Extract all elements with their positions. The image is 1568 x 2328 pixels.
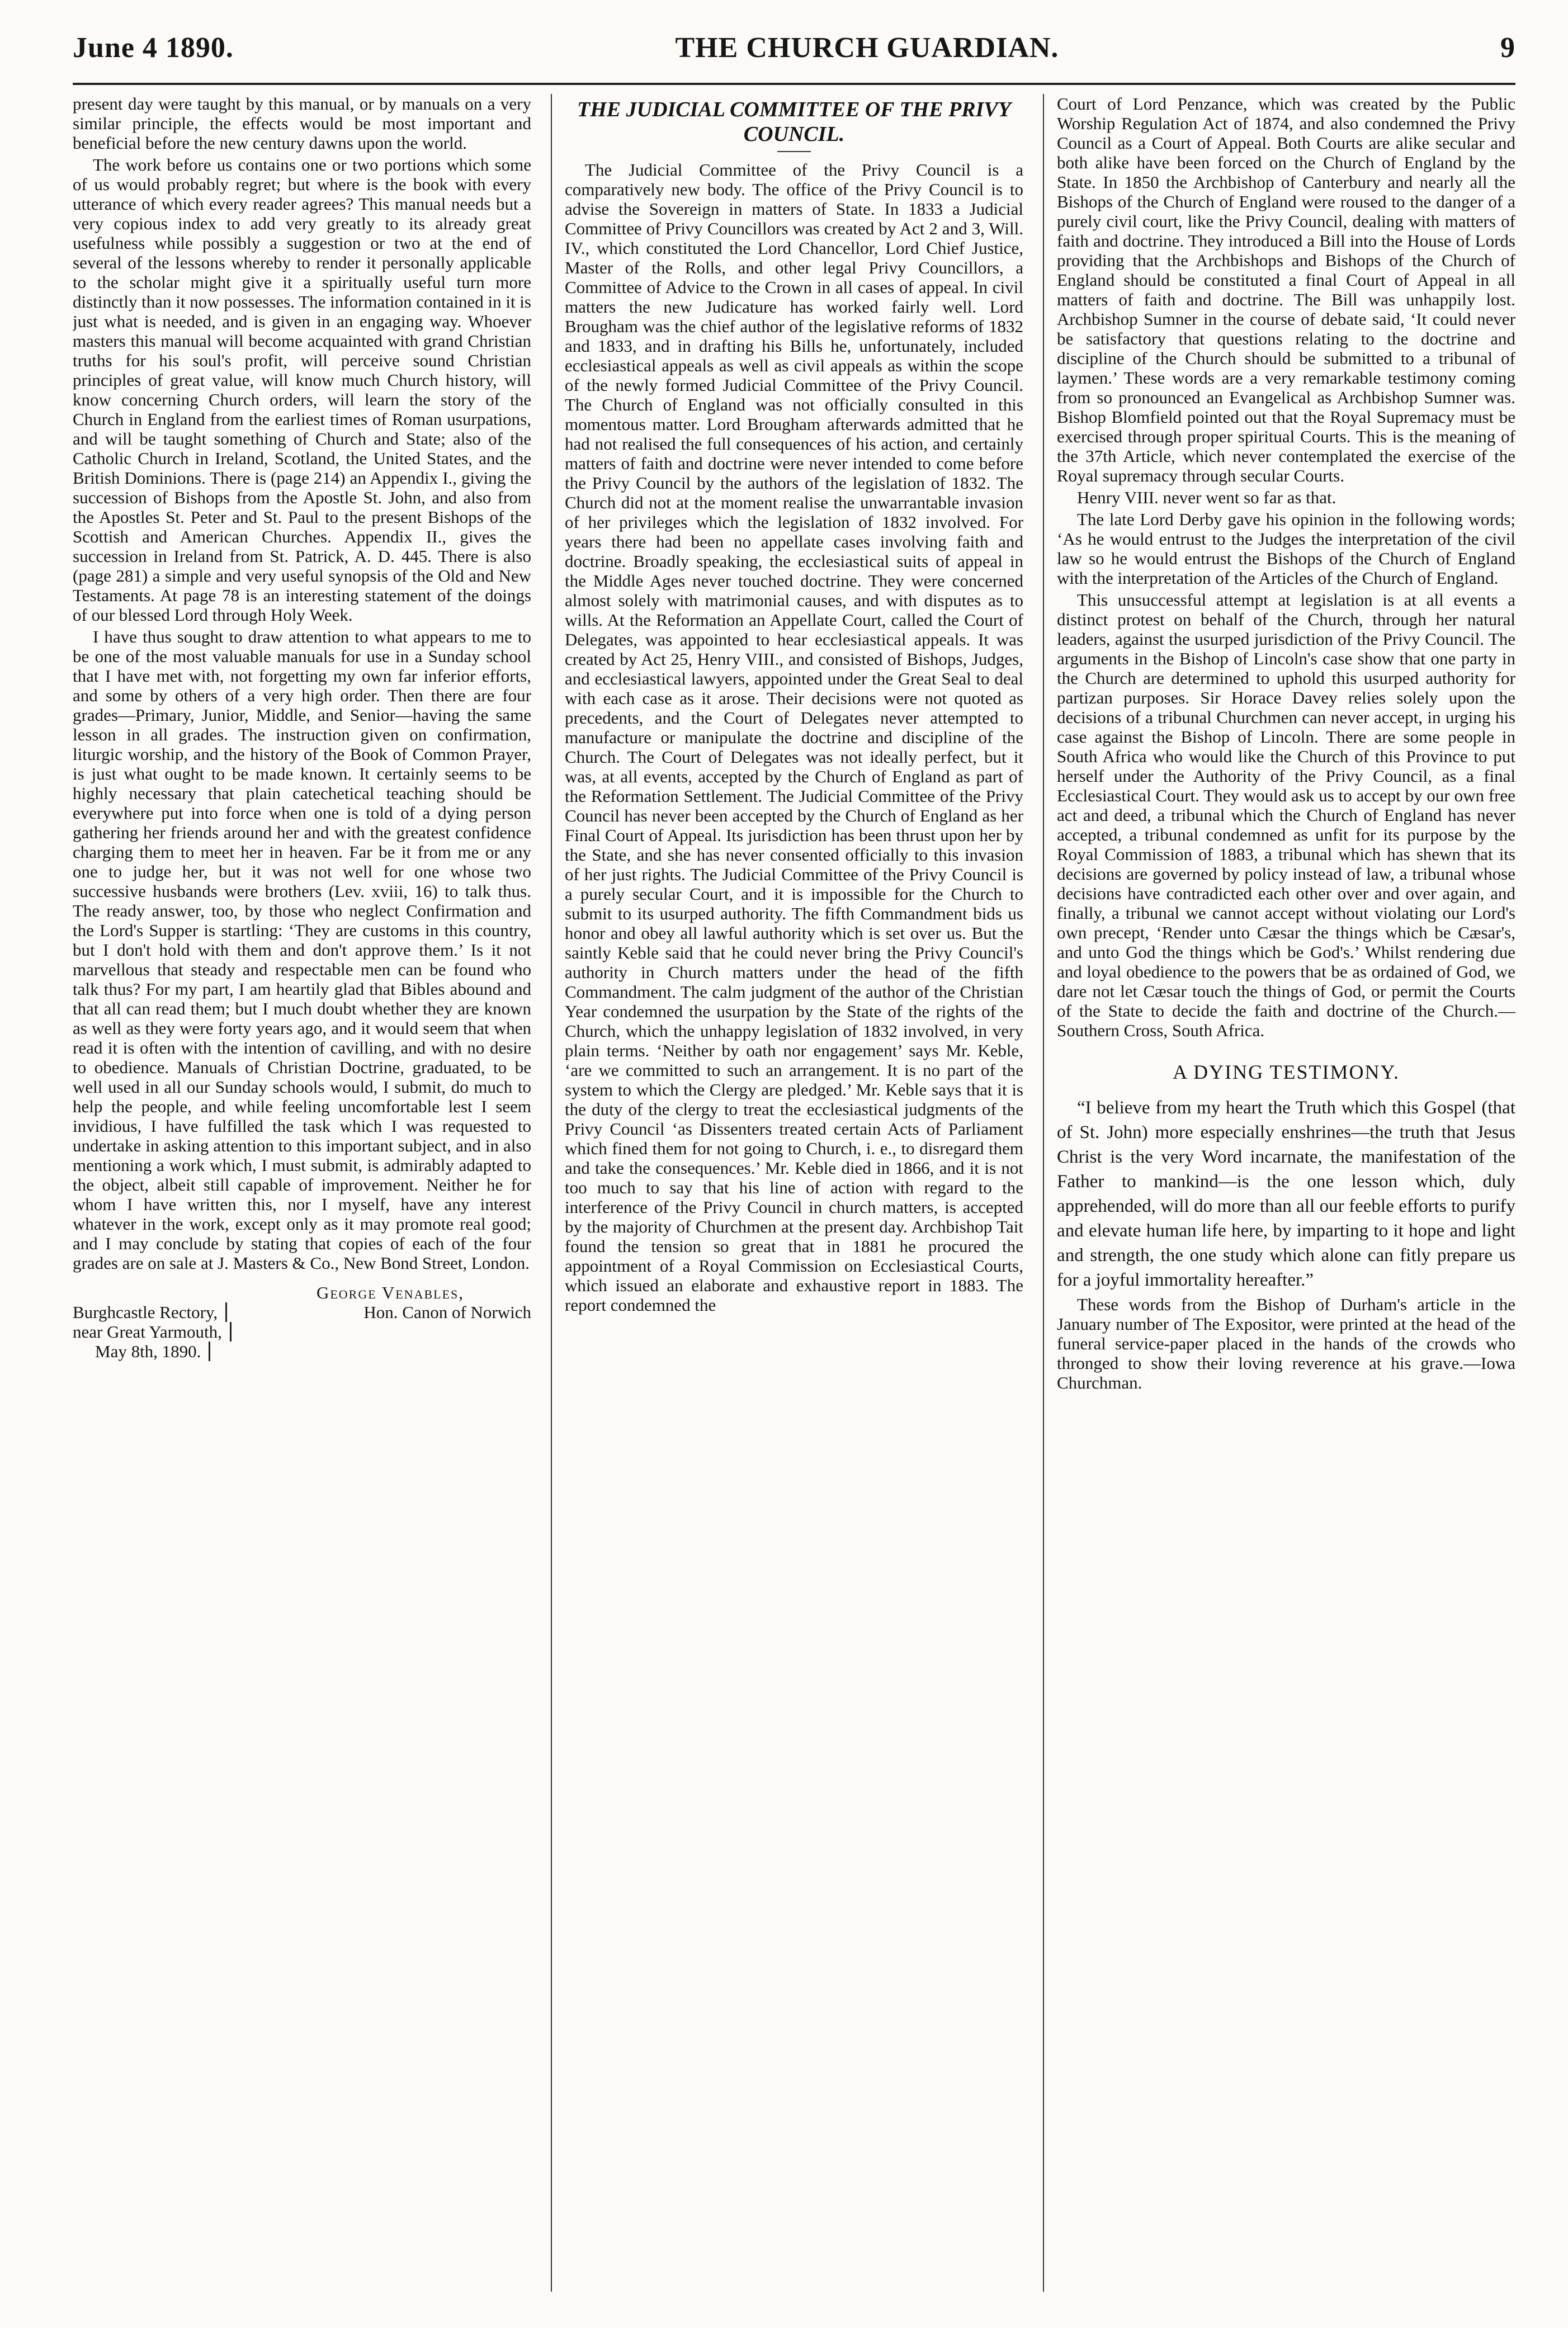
paragraph: The late Lord Derby gave his opinion in the following words; ‘As he would entrust to the Judges the interpretation of the civil law so he would entrust the Bishops of the Church of England with the interpretation of the Articles of the Church of England. xyxy=(1057,509,1515,588)
paragraph: present day were taught by this manual, or by manuals on a very similar principle, the effects would be most important and beneficial before the new century dawns upon the world. xyxy=(73,94,531,153)
column-2 xyxy=(565,94,1023,2292)
column-1 xyxy=(73,94,531,2292)
paragraph: The Judicial Committee of the Privy Council is a comparatively new body. The office of the Privy Council is to advise the Sovereign in matters of State. In 1833 a Judicial Committee of Privy Councillors was created by Act 2 and 3, Will. IV., which constituted the Lord Chancellor, Lord Chief Justice, Master of the Rolls, and other legal Privy Councillors, a Committee of Advice to the Crown in all cases of appeal. In civil matters the new Judicature has worked fairly well. Lord Brougham was the chief author of the legislative reforms of 1832 and 1833, and in drafting his Bills he, unfortunately, included ecclesiastical appeals as well as civil appeals as within the scope of the newly formed Judicial Committee of the Privy Council. The Church of England was not officially consulted in this momentous matter. Lord Brougham afterwards admitted that he had not realised the full consequences of his action, and certainly matters of faith and doctrine were never intended to come before the Privy Council by the authors of the legislation of 1832. The Church did not at the moment realise the unwarrantable invasion of her privileges which the legislation of 1832 involved. For years there had been no appellate cases involving faith and doctrine. Broadly speaking, the ecclesiastical suits of appeal in the Middle Ages never touched doctrine. They were concerned almost solely with matrimonial causes, and with disputes as to wills. At the Reformation an Appellate Court, called the Court of Delegates, was appointed to hear ecclesiastical appeals. It was created by Act 25, Henry VIII., and consisted of Bishops, Judges, and ecclesiastical lawyers, appointed under the Great Seal to deal with each case as it arose. Their decisions were not quoted as precedents, and the Court of Delegates never attempted to manufacture or manipulate the doctrine and discipline of the Church. The Court of Delegates was not ideally perfect, but it was, at all events, accepted by the Church of England as part of the Reformation Settlement. The Judicial Committee of the Privy Council has never been accepted by the Church of England as her Final Court of Appeal. Its jurisdiction has been thrust upon her by the State, and she has never consented officially to this invasion of her just rights. The Judicial Committee of the Privy Council is a purely secular Court, and it is impossible for the Church to submit to its usurped authority. The fifth Commandment bids us honor and obey all lawful authority which is set over us. But the saintly Keble said that he could never bring the Privy Council's authority in Church matters under the head of the fifth Commandment. The calm judgment of the author of the Christian Year condemned the usurpation by the State of the rights of the Church, which the unhappy legislation of 1832 involved, in very plain terms. ‘Neither by oath nor engagement’ says Mr. Keble, ‘are we committed to such an arrangement. It is no part of the system to which the Clergy are pledged.’ Mr. Keble says that it is the duty of the clergy to treat the ecclesiastical judgments of the Privy Council ‘as Dissenters treated certain Acts of Parliament which fined them for not going to Church, i. e., to disregard them and take the consequences.’ Mr. Keble died in 1866, and it is not too much to say that his line of action with regard to the interference of the Privy Council in church matters, is accepted by the majority of Churchmen at the present day. Archbishop Tait found the tension so great that in 1881 he procured the appointment of a Royal Commission on Ecclesiastical Courts, which issued an elaborate and exhaustive report in 1883. The report condemned the xyxy=(565,160,1023,1315)
column-divider xyxy=(1043,94,1044,2292)
signature-place-2: near Great Yarmouth, xyxy=(73,1322,232,1342)
signature-name: George Venables, xyxy=(316,1283,464,1302)
page-number: 9 xyxy=(1500,31,1515,64)
paragraph: Henry VIII. never went so far as that. xyxy=(1077,488,1336,507)
signature-block xyxy=(73,1283,531,1361)
paragraph: These words from the Bishop of Durham's article in the January number of The Expositor, were printed at the head of the funeral service-paper placed in the hands of the crowds who thronged to show their loving reverence at his grave.—Iowa Churchman. xyxy=(1057,1295,1515,1392)
signature-date: May 8th, 1890. xyxy=(95,1342,210,1361)
paragraph: “I believe from my heart the Truth which this Gospel (that of St. John) more especially enshrines—the truth that Jesus Christ is the very Word incarnate, the manifestation of the Father to mankind—is the one lesson which, duly apprehended, will do more than all our feeble efforts to purify and elevate human life here, by imparting to it hope and light and strength, the one study which alone can fitly prepare us for a joyful immortality hereafter.” xyxy=(1057,1098,1515,1290)
page-header xyxy=(73,22,1515,73)
title-separator xyxy=(777,151,811,152)
signature-title: Hon. Canon of Norwich xyxy=(363,1302,531,1322)
article-title: THE JUDICIAL COMMITTEE OF THE PRIVY COUNCIL. xyxy=(577,98,1011,146)
paragraph: This unsuccessful attempt at legislation is at all events a distinct protest on behalf of the Church, through her natural leaders, against the usurped jurisdiction of the Privy Council. The arguments in the Bishop of Lincoln's case show that one party in the Church are determined to uphold this usurped authority for partizan purposes. Sir Horace Davey relies solely upon the decisions of a tribunal Churchmen can never accept, in urging his case against the Bishop of Lincoln. There are some people in South Africa who would like the Church of this Province to put herself under the Authority of the Privy Council, as a final Ecclesiastical Court. They would ask us to accept by our own free act and deed, a tribunal which the Church of England has never accepted, a tribunal condemned as unfit for its purpose by the Royal Commission of 1883, a tribunal which has shewn that its decisions are governed by policy instead of law, a tribunal whose decisions have contradicted each other over and over again, and finally, a tribunal we cannot accept without violating our Lord's own precept, ‘Render unto Cæsar the things which be Cæsar's, and unto God the things which be God's.’ Whilst rendering due and loyal obedience to the powers that be as ordained of God, we dare not let Cæsar touch the things of God, or permit the Courts of the State to decide the faith and doctrine of the Church.—Southern Cross, South Africa. xyxy=(1057,590,1515,1040)
signature-place: Burghcastle Rectory, xyxy=(73,1302,227,1322)
paragraph: I have thus sought to draw attention to what appears to me to be one of the most valuable manuals for use in a Sunday school that I have met with, not forgetting my own far inferior efforts, and some by others of a very high order. Then there are four grades—Primary, Junior, Middle, and Senior—having the same lesson in all grades. The instruction given on confirmation, liturgic worship, and the history of the Book of Common Prayer, is just what ought to be made known. It certainly seems to be highly necessary that plain catechetical teaching should be everywhere put into force when one is told of a dying person gathering her friends around her and with the greatest confidence charging them to meet her in heaven. Far be it from me or any one to judge her, but it was not well for one whose two successive husbands were brothers (Lev. xviii, 16) to talk thus. The ready answer, too, by those who neglect Confirmation and the Lord's Supper is startling: ‘They are customs in this country, but I don't hold with them and don't approve them.’ Is it not marvellous that steady and respectable men can be found who talk thus? For my part, I am heartily glad that Bibles abound and that all can read them; but I much doubt whether they are known as well as they were forty years ago, and it would seem that when read it is often with the intention of cavilling, and with no desire to obedience. Manuals of Christian Doctrine, graduated, to be well used in all our Sunday schools would, I submit, do much to help the people, and while feeling uncomfortable lest I seem invidious, I have fulfilled the task which I was requested to undertake in asking attention to this important subject, and in also mentioning a work which, I must submit, is admirably adapted to the object, albeit still capable of improvement. Neither he for whom I have written this, nor I myself, have any interest whatever in the work, except only as it may promote real good; and I may conclude by stating that copies of each of the four grades are on sale at J. Masters & Co., New Bond Street, London. xyxy=(73,627,531,1273)
newspaper-title: THE CHURCH GUARDIAN. xyxy=(675,31,1059,64)
paragraph: Court of Lord Penzance, which was created by the Public Worship Regulation Act of 1874, and also condemned the Privy Council as a Court of Appeal. Both Courts are alike secular and both alike have been forced on the Church of England by the State. In 1850 the Archbishop of Canterbury and nearly all the Bishops of the Church of England were roused to the danger of a purely civil court, like the Privy Council, dealing with matters of faith and doctrine. They introduced a Bill into the House of Lords providing that the Archbishops and Bishops of the Church of England should be constituted a final Court of Appeal in all matters of faith and doctrine. The Bill was unhappily lost. Archbishop Sumner in the course of debate said, ‘It could never be satisfactory that questions relating to the doctrine and discipline of the Church should be submitted to a tribunal of laymen.’ These words are a very remarkable testimony coming from so pronounced an Evangelical as Archbishop Sumner was. Bishop Blomfield pointed out that the Royal Supremacy must be exercised through proper spiritual Courts. This is the meaning of the 37th Article, which never contemplated the exercise of the Royal supremacy through secular Courts. xyxy=(1057,94,1515,485)
header-rule xyxy=(73,83,1515,85)
column-3 xyxy=(1057,94,1515,2292)
issue-date: June 4 1890. xyxy=(73,31,234,64)
paragraph: The work before us contains one or two portions which some of us would probably regret; but where is the book with every utterance of which every reader agrees? This manual needs but a very copious index to add very greatly to its already great usefulness while possibly a suggestion or two at the end of several of the lessons whereby to render it personally applicable to the scholar might give it a spiritually useful turn more distinctly than it now possesses. The information contained in it is just what is needed, and is given in an engaging way. Whoever masters this manual will become acquainted with grand Christian truths for his soul's profit, will perceive sound Christian principles of great value, will know much Church history, will know concerning Church orders, will learn the story of the Church in England from the earliest times of Roman usurpations, and will be taught something of Church and State; also of the Catholic Church in Ireland, Scotland, the United States, and the British Dominions. There is (page 214) an Appendix I., giving the succession of Bishops from the Apostle St. John, and also from the Apostles St. Peter and St. Paul to the present Bishops of the Scottish and American Churches. Appendix II., gives the succession in Ireland from St. Patrick, A. D. 445. There is also (page 281) a simple and very useful synopsis of the Old and New Testaments. At page 78 is an interesting statement of the doings of our blessed Lord through Holy Week. xyxy=(73,155,531,625)
column-divider xyxy=(551,94,552,2292)
article-title-2: A DYING TESTIMONY. xyxy=(1173,1061,1400,1083)
